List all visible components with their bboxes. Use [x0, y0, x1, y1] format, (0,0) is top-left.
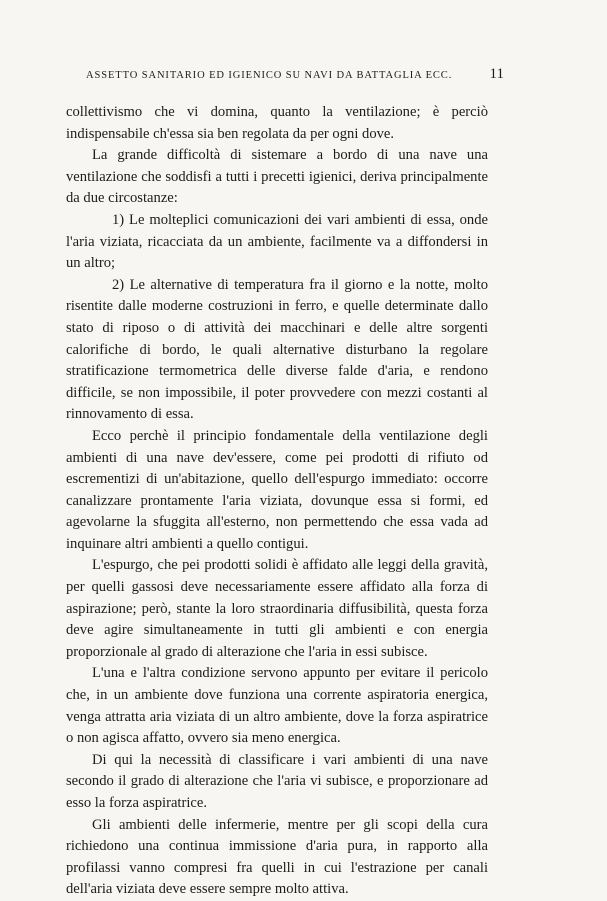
- paragraph: Di qui la necessità di classificare i vari ambienti di una nave secondo il grado di alterazione che l'aria vi subisce, e proporzionare ad esso la forza aspiratrice.: [66, 751, 488, 811]
- page-number: 11: [489, 66, 504, 82]
- body-text: [66, 102, 488, 901]
- running-title: ASSETTO SANITARIO ED IGIENICO SU NAVI DA BATTAGLIA ECC.: [86, 70, 453, 81]
- paragraph: Ecco perchè il principio fondamentale della ventilazione degli ambienti di una nave dev'essere, come pei prodotti di rifiuto od escrementizi di un'abitazione, quello dell'espurgo immediato: occorre canalizzare prontamente l'aria viziata, dovunque essa si formi, ed agevolarne la sfuggita all'esterno, non permettendo che essa vada ad inquinare altri ambienti a quello contigui.: [66, 427, 488, 552]
- running-header: [86, 66, 504, 84]
- list-item-paragraph: 2) Le alternative di temperatura fra il giorno e la notte, molto risentite dalle moderne costruzioni in ferro, e quelle determinate dallo stato di riposo o di attività dei macchinari e delle altre sorgenti calorifiche di bordo, le quali alternative disturbano la regolare stratificazione termometrica delle diverse falde d'aria, e rendono difficile, se non impossibile, il poter provvedere con mezzi costanti al rinnovamento di essa.: [66, 276, 488, 423]
- paragraph: L'una e l'altra condizione servono appunto per evitare il pericolo che, in un ambiente dove funziona una corrente aspiratoria energica, venga attratta aria viziata di un altro ambiente, dove la forza aspiratrice o non agisca affatto, ovvero sia meno energica.: [66, 665, 488, 747]
- paragraph: La grande difficoltà di sistemare a bordo di una nave una ventilazione che soddisfi a tutti i precetti igienici, deriva principalmente da due circostanze:: [66, 147, 488, 207]
- paragraph: L'espurgo, che pei prodotti solidi è affidato alle leggi della gravità, per quelli gassosi deve necessariamente essere affidato alla forza di aspirazione; però, stante la loro straordinaria diffusibilità, questa forza deve agire simultaneamente in tutti gli ambienti e con energia proporzionale al grado di alterazione che l'aria in essi subisce.: [66, 557, 488, 660]
- paragraph: Gli ambienti delle infermerie, mentre per gli scopi della cura richiedono una continua immissione d'aria pura, in rapporto alla profilassi vanno compresi fra quelli in cui l'estrazione per canali dell'aria viziata deve essere sempre molto attiva.: [66, 816, 488, 898]
- paragraph: collettivismo che vi domina, quanto la ventilazione; è perciò indispensabile ch'essa sia ben regolata da per ogni dove.: [66, 104, 488, 142]
- list-item-paragraph: 1) Le molteplici comunicazioni dei vari ambienti di essa, onde l'aria viziata, ricacciata da un ambiente, facilmente va a diffondersi in un altro;: [66, 211, 488, 272]
